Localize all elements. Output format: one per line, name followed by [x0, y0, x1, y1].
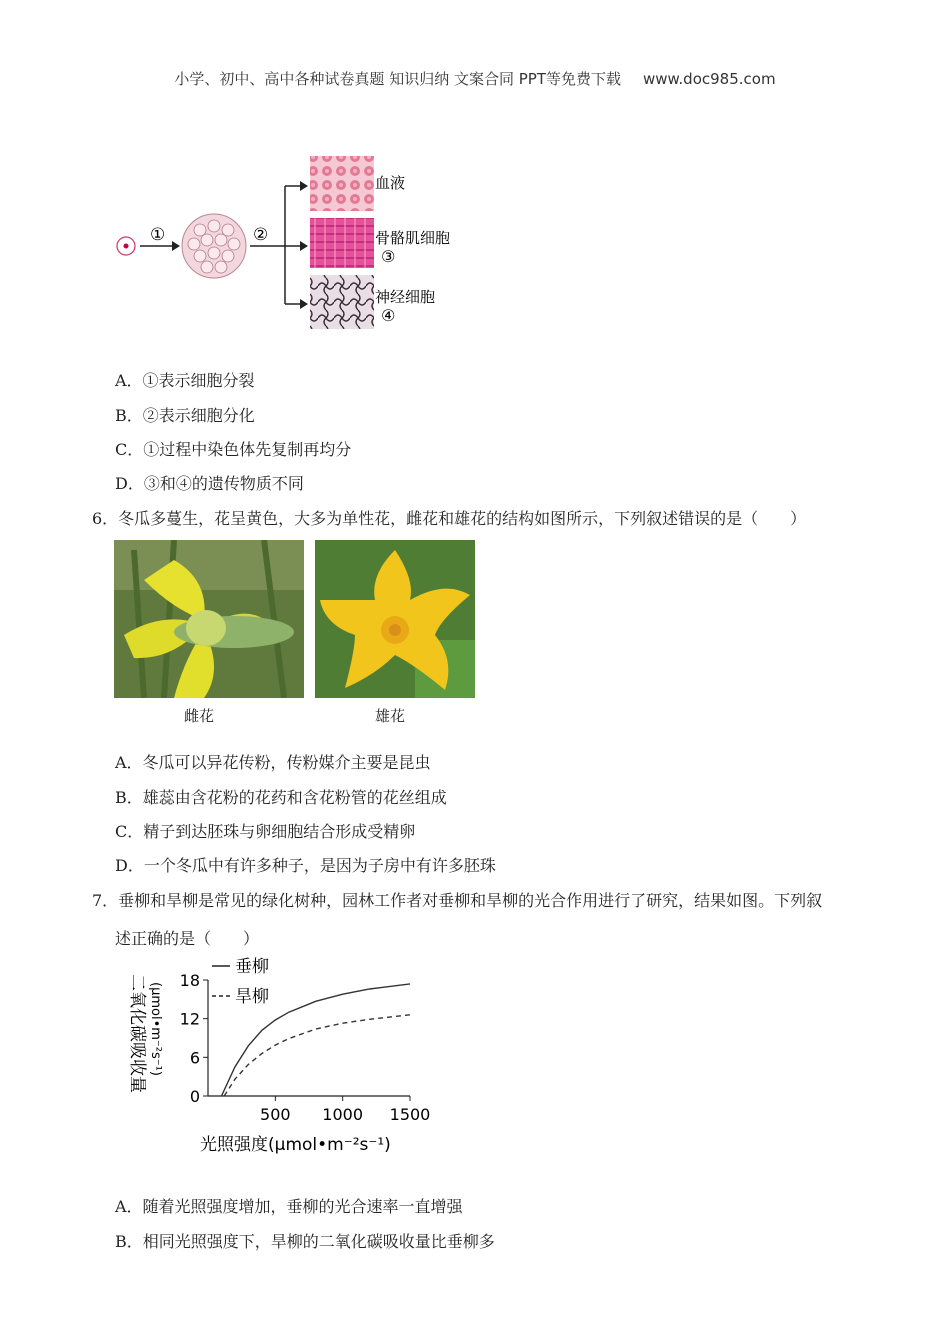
muscle-label: 骨骼肌细胞 — [375, 229, 451, 247]
x-axis-label: 光照强度(μmol•m⁻²s⁻¹) — [200, 1135, 391, 1155]
legend-label-2: 旱柳 — [235, 987, 269, 1007]
female-flower-label: 雌花 — [184, 707, 215, 725]
y-axis-unit: (μmol•m⁻²s⁻¹) — [148, 982, 163, 1076]
q7-option-a: A．随着光照强度增加，垂柳的光合速率一直增强 — [115, 1197, 463, 1216]
q5-option-c: C．①过程中染色体先复制再均分 — [115, 440, 352, 459]
x-tick-label: 1000 — [322, 1105, 364, 1124]
legend-label-1: 垂柳 — [235, 957, 269, 977]
page-header — [0, 68, 950, 89]
male-flower-label: 雄花 — [375, 707, 406, 725]
nerve-label: 神经细胞 — [375, 288, 436, 306]
q6-option-a: A．冬瓜可以异花传粉，传粉媒介主要是昆虫 — [115, 753, 431, 772]
blood-image — [310, 156, 374, 211]
female-flower-photo — [114, 540, 304, 698]
y-axis-label: 二氧化碳吸收量 — [127, 974, 147, 1093]
q6-stem: 6．冬瓜多蔓生，花呈黄色，大多为单性花，雌花和雄花的结构如图所示，下列叙述错误的是（ ） — [92, 509, 807, 528]
y-tick-label: 18 — [179, 971, 200, 990]
cell-differentiation-diagram — [110, 150, 460, 335]
q5-option-d: D．③和④的遗传物质不同 — [115, 474, 304, 493]
y-tick-label: 0 — [189, 1087, 200, 1106]
step-1-label: ① — [150, 225, 166, 245]
q7-option-b: B．相同光照强度下，旱柳的二氧化碳吸收量比垂柳多 — [115, 1232, 495, 1251]
x-tick-label: 1500 — [389, 1105, 431, 1124]
series-line-2 — [224, 1015, 410, 1096]
q5-option-b: B．②表示细胞分化 — [115, 406, 255, 425]
cell-cluster — [182, 214, 246, 278]
q6-option-c: C．精子到达胚珠与卵细胞结合形成受精卵 — [115, 822, 416, 841]
header-text: 小学、初中、高中各种试卷真题 知识归纳 文案合同 PPT等免费下载 — [174, 70, 621, 88]
x-tick-label: 500 — [260, 1105, 291, 1124]
muscle-image — [310, 218, 374, 268]
q6-option-d: D．一个冬瓜中有许多种子，是因为子房中有许多胚珠 — [115, 856, 496, 875]
q7-stem-line2: 述正确的是（ ） — [115, 929, 260, 948]
header-site: www.doc985.com — [642, 70, 776, 88]
q6-option-b: B．雄蕊由含花粉的花药和含花粉管的花丝组成 — [115, 788, 447, 807]
nerve-number: ④ — [381, 306, 396, 325]
photosynthesis-chart — [110, 952, 450, 1167]
q7-stem-line1: 7．垂柳和旱柳是常见的绿化树种，园林工作者对垂柳和旱柳的光合作用进行了研究，结果如图。下列叙 — [92, 891, 823, 910]
nerve-image — [310, 275, 374, 329]
y-tick-label: 12 — [179, 1009, 200, 1029]
muscle-number: ③ — [381, 247, 396, 266]
step-2-label: ② — [253, 225, 269, 245]
q5-option-a: A．①表示细胞分裂 — [115, 371, 255, 390]
y-tick-label: 6 — [189, 1048, 200, 1068]
male-flower-photo — [315, 540, 475, 698]
blood-label: 血液 — [375, 174, 406, 192]
